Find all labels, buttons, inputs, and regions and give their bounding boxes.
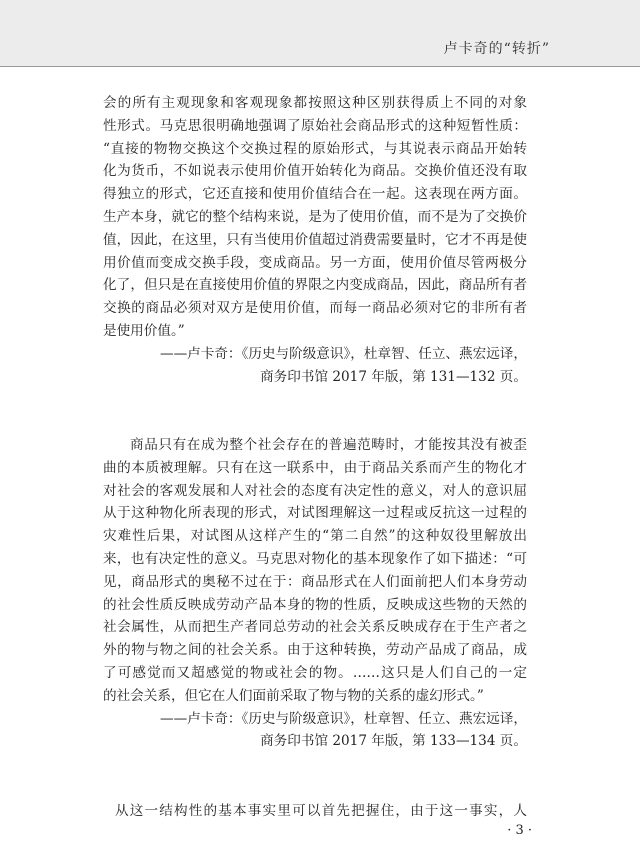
text-line: 见，商品形式的奥秘不过在于：商品形式在人们面前把人们本身劳动 <box>103 573 527 590</box>
text-line: 用价值而变成交换手段，变成商品。另一方面，使用价值尽管两极分 <box>103 254 527 271</box>
text-line: 从这一结构性的基本事实里可以首先把握住，由于这一事实，人 <box>115 803 527 819</box>
text-line: 是使用价值。” <box>103 322 185 339</box>
header-rule <box>0 66 640 67</box>
text-line: 会的所有主观现象和客观现象都按照这种区别获得质上不同的对象 <box>103 95 527 111</box>
text-line: 社会属性，从而把生产者同总劳动的社会关系反映成存在于生产者之 <box>103 619 527 636</box>
text-line: 从于这种物化所表现的形式，对试图理解这一过程或反抗这一过程的 <box>103 505 527 522</box>
text-line: 来，也有决定性的意义。马克思对物化的基本现象作了如下描述：“可 <box>103 550 527 567</box>
text-line: 外的物与物之间的社会关系。由于这种转换，劳动产品成了商品，成 <box>103 642 527 659</box>
citation-line: ——卢卡奇：《历史与阶级意识》，杜章智、任立、燕宏远译， <box>159 710 527 727</box>
text-line: 得独立的形式，它还直接和使用价值结合在一起。这表现在两方面。 <box>103 186 527 203</box>
text-line: 灾难性后果，对试图从这样产生的“第二自然”的这种奴役里解放出 <box>103 528 527 545</box>
citation-line: ——卢卡奇：《历史与阶级意识》，杜章智、任立、燕宏远译， <box>159 345 527 362</box>
text-line: 商品只有在成为整个社会存在的普遍范畴时，才能按其没有被歪 <box>130 437 527 453</box>
text-line: 曲的本质被理解。只有在这一联系中，由于商品关系而产生的物化才 <box>103 459 527 476</box>
text-line: 生产本身，就它的整个结构来说，是为了使用价值，而不是为了交换价 <box>103 208 527 225</box>
text-line: 的社会性质反映成劳动产品本身的物的性质，反映成这些物的天然的 <box>103 596 527 613</box>
text-line: 化为货币，不如说表示使用价值开始转化为商品。交换价值还没有取 <box>103 163 527 180</box>
text-line: “直接的物物交换这个交换过程的原始形式，与其说表示商品开始转 <box>103 140 527 157</box>
text-line: 对社会的客观发展和人对社会的态度有决定性的意义，对人的意识屈 <box>103 482 527 499</box>
page-number: · 3 · <box>507 823 532 838</box>
running-head: 卢卡奇的“转折” <box>443 41 550 57</box>
text-block-3 <box>115 800 527 823</box>
text-block-2 <box>103 434 527 753</box>
citation-line: 商务印书馆 2017 年版，第 133—134 页。 <box>260 733 527 750</box>
text-line: 化了，但只是在直接使用价值的界限之内变成商品，因此，商品所有者 <box>103 277 527 294</box>
text-block-1 <box>103 92 527 388</box>
text-line: 性形式。马克思很明确地强调了原始社会商品形式的这种短暂性质： <box>103 117 527 134</box>
text-line: 了可感觉而又超感觉的物或社会的物。……这只是人们自己的一定 <box>103 664 527 681</box>
text-line: 的社会关系，但它在人们面前采取了物与物的关系的虚幻形式。” <box>103 687 484 704</box>
text-line: 值，因此，在这里，只有当使用价值超过消费需要量时，它才不再是使 <box>103 231 527 248</box>
citation-line: 商务印书馆 2017 年版，第 131—132 页。 <box>260 368 527 385</box>
text-line: 交换的商品必须对双方是使用价值，而每一商品必须对它的非所有者 <box>103 300 527 317</box>
